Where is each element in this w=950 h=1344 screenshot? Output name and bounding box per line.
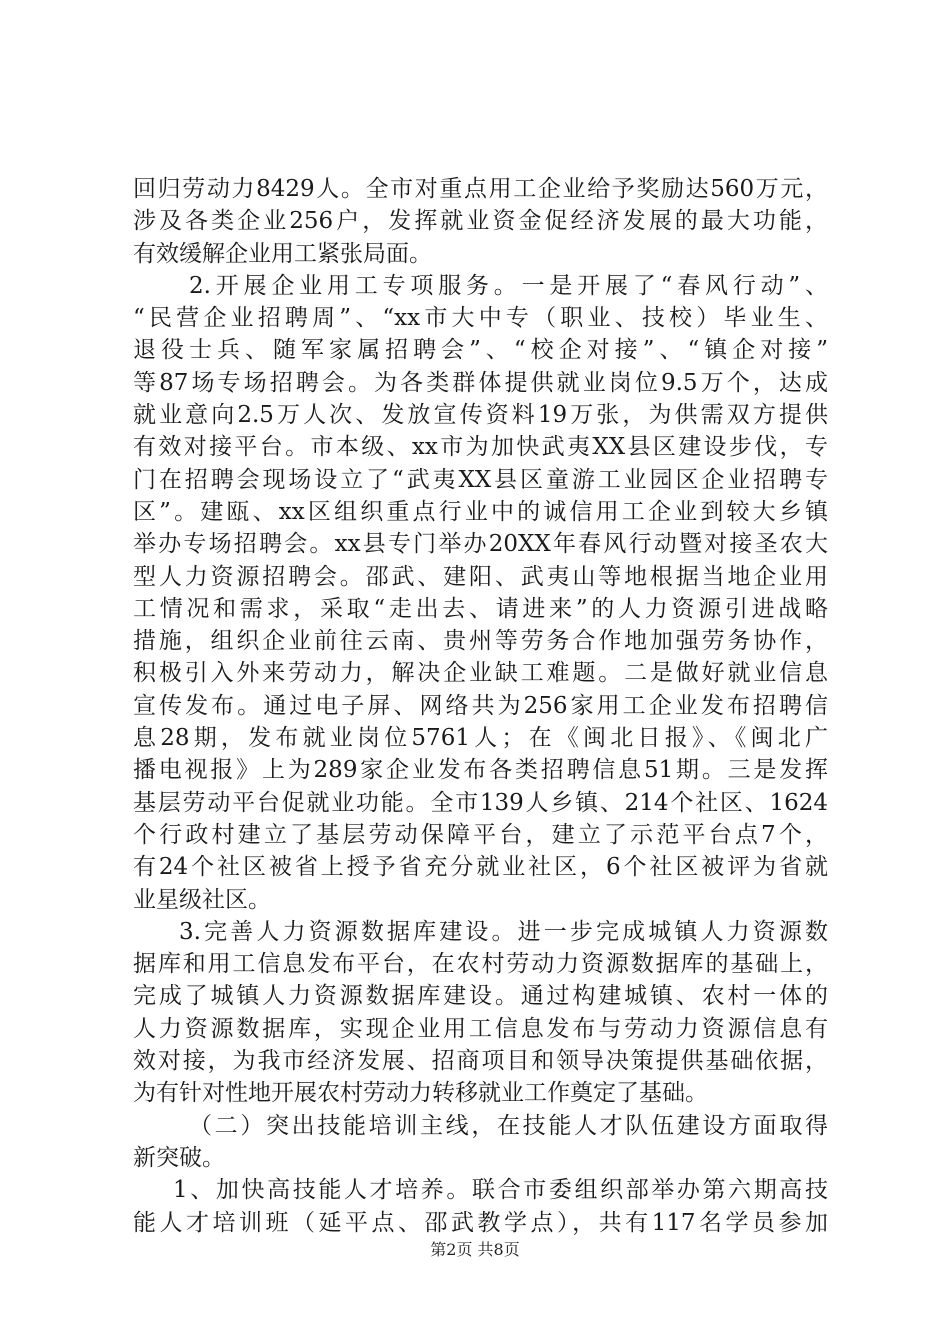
text-line: 举办专场招聘会。xx县专门举办20XX年春风行动暨对接圣农大: [133, 531, 828, 558]
text-line: 据库和用工信息发布平台，在农村劳动力资源数据库的基础上，: [133, 951, 828, 978]
text-line: 积极引入外来劳动力，解决企业缺工难题。二是做好就业信息: [133, 660, 828, 687]
text-line: 涉及各类企业256户，发挥就业资金促经济发展的最大功能，: [133, 208, 828, 235]
text-line: 3.完善人力资源数据库建设。进一步完成城镇人力资源数: [179, 918, 828, 945]
text-line: 型人力资源招聘会。邵武、建阳、武夷山等地根据当地企业用: [133, 563, 828, 590]
text-line: 措施，组织企业前往云南、贵州等劳务合作地加强劳务协作，: [133, 628, 828, 655]
text-line: 回归劳动力8429人。全市对重点用工企业给予奖励达560万元，: [133, 176, 828, 202]
text-line: 有效对接平台。市本级、xx市为加快武夷XX县区建设步伐，专: [133, 434, 828, 461]
text-line: 息28期，发布就业岗位5761人；在《闽北日报》、《闽北广: [133, 725, 828, 752]
text-line: 门在招聘会现场设立了“武夷XX县区童游工业园区企业招聘专: [133, 466, 828, 493]
text-line: 个行政村建立了基层劳动保障平台，建立了示范平台点7个，: [133, 821, 828, 848]
text-line: 工情况和需求，采取“走出去、请进来”的人力资源引进战略: [133, 595, 828, 622]
text-line: 效对接，为我市经济发展、招商项目和领导决策提供基础依据，: [133, 1048, 828, 1075]
text-line: 2.开展企业用工专项服务。一是开展了“春风行动”、: [189, 272, 828, 299]
document-body: [133, 173, 828, 1239]
text-line: “民营企业招聘周”、“xx市大中专（职业、技校）毕业生、: [133, 305, 828, 332]
text-line: 区”。建瓯、xx区组织重点行业中的诚信用工企业到较大乡镇: [133, 498, 828, 525]
text-line: 人力资源数据库，实现企业用工信息发布与劳动力资源信息有: [133, 1015, 828, 1042]
text-line: 1、加快高技能人才培养。联合市委组织部举办第六期高技: [173, 1177, 828, 1204]
text-line: 等87场专场招聘会。为各类群体提供就业岗位9.5万个，达成: [133, 369, 828, 396]
text-line: 完成了城镇人力资源数据库建设。通过构建城镇、农村一体的: [133, 983, 828, 1010]
text-line: 业星级社区。: [133, 886, 271, 913]
text-line: 就业意向2.5万人次、发放宣传资料19万张，为供需双方提供: [133, 402, 828, 429]
text-line: 有24个社区被省上授予省充分就业社区，6个社区被评为省就: [133, 854, 828, 881]
text-line: 新突破。: [133, 1144, 225, 1171]
text-line: 宣传发布。通过电子屏、网络共为256家用工企业发布招聘信: [133, 692, 828, 719]
text-line: 有效缓解企业用工紧张局面。: [133, 240, 432, 267]
text-line: 退役士兵、随军家属招聘会”、“校企对接”、“镇企对接”: [133, 337, 828, 364]
text-line: （二）突出技能培训主线，在技能人才队伍建设方面取得: [189, 1112, 828, 1139]
text-line: 能人才培训班（延平点、邵武教学点），共有117名学员参加: [133, 1209, 828, 1236]
text-line: 为有针对性地开展农村劳动力转移就业工作奠定了基础。: [133, 1080, 708, 1107]
page-number-footer: 第2页 共8页: [430, 1240, 520, 1259]
text-line: 基层劳动平台促就业功能。全市139人乡镇、214个社区、1624: [133, 789, 828, 816]
text-line: 播电视报》上为289家企业发布各类招聘信息51期。三是发挥: [133, 757, 828, 784]
